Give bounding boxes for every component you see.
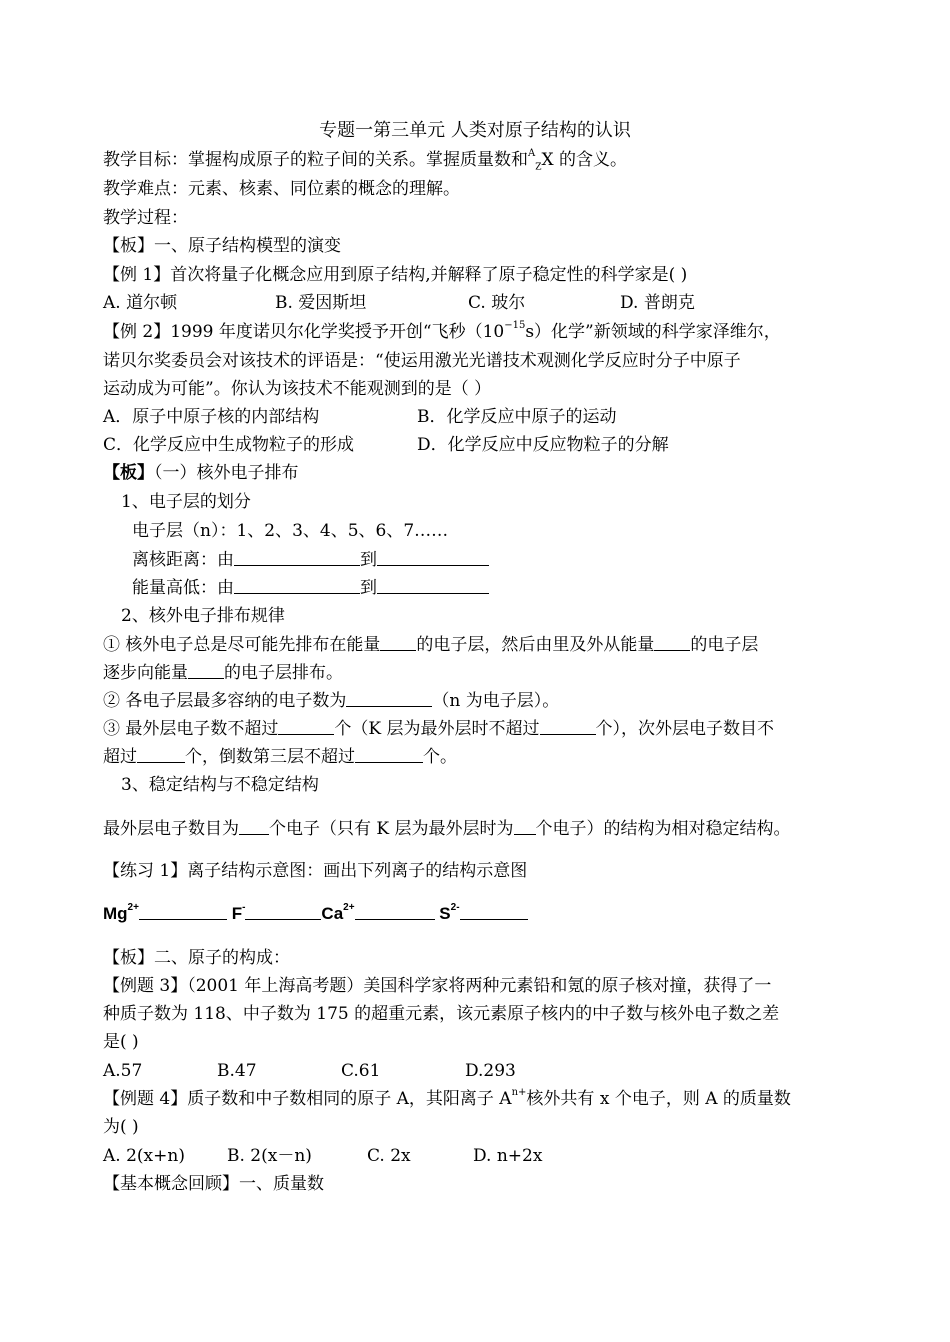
stable-structure-line: 最外层电子数目为 个电子（只有 K 层为最外层时为 个电子）的结构为相对稳定结构。: [103, 819, 791, 839]
example-3-line-1: 【例题 3】（2001 年上海高考题）美国科学家将两种元素铅和氪的原子核对撞，获得了一: [103, 976, 772, 996]
concept-review-heading: 【基本概念回顾】一、质量数: [103, 1174, 324, 1194]
option-c: C．化学反应中生成物粒子的形成: [103, 435, 355, 455]
blank: [377, 551, 489, 566]
option-d: D. n+2x: [473, 1146, 543, 1166]
ion-list: $Mg^{2+}$ F- $Ca^{2+}$ $S^{2-}$: [103, 903, 528, 925]
section-2-heading: 2、核外电子排布规律: [121, 606, 285, 626]
option-c: C.61: [341, 1061, 381, 1081]
example-3-line-3: 是( ): [103, 1032, 139, 1052]
example-2-options-row-1: [103, 406, 617, 428]
blank: [355, 748, 423, 763]
option-c: C. 玻尔: [468, 293, 526, 313]
blank: [139, 905, 227, 920]
option-b: B．化学反应中原子的运动: [417, 407, 617, 427]
example-3-line-2: 种质子数为 118、中子数为 175 的超重元素，该元素原子核内的中子数与核外电子数之差: [103, 1004, 780, 1024]
example-4-options: [103, 1145, 542, 1167]
blank: [514, 820, 536, 835]
blank: [654, 636, 690, 651]
practice-1: 【练习 1】离子结构示意图：画出下列离子的结构示意图: [103, 861, 528, 881]
example-1-question: 【例 1】首次将量子化概念应用到原子结构,并解释了原子稳定性的科学家是( ): [103, 265, 688, 285]
board-heading-3: 【板】二、原子的构成：: [103, 948, 290, 968]
teaching-process: 教学过程：: [103, 208, 188, 228]
example-2-line-2: 诺贝尔奖委员会对该技术的评语是：“使运用激光光谱技术观测化学反应时分子中原子: [103, 351, 741, 371]
rule-1-line-2: 逐步向能量 的电子层排布。: [103, 663, 343, 683]
board-heading-2: 【板】（一）核外电子排布: [103, 463, 299, 483]
rule-1-line-1: ① 核外电子总是尽可能先排布在能量 的电子层，然后由里及外从能量 的电子层: [103, 635, 759, 655]
teaching-objective: 教学目标：掌握构成原子的粒子间的关系。掌握质量数和$^A_Z$X 的含义。: [103, 148, 628, 173]
example-2-line-1: 【例 2】1999 年度诺贝尔化学奖授予开创“飞秒$(10^{-15}s)$化学”新领域的科学家泽维尔，: [103, 320, 781, 342]
blank: [346, 692, 432, 707]
example-4-line-1: 【例题 4】质子数和中子数相同的原子 A，其阳离子 $A^{n+}$核外共有 x 个电子，则 A 的质量数: [103, 1087, 791, 1109]
example-1-options: [103, 292, 695, 314]
blank: [540, 720, 596, 735]
blank: [278, 720, 334, 735]
option-d: D. 普朗克: [620, 293, 695, 313]
section-1-heading: 1、电子层的划分: [121, 492, 251, 512]
page-title: 专题一第三单元 人类对原子结构的认识: [319, 120, 631, 141]
blank: [234, 551, 360, 566]
option-a: A.57: [103, 1061, 143, 1081]
distance-line: 离核距离：由 到: [132, 549, 489, 571]
option-b: B.47: [217, 1061, 257, 1081]
example-3-options: [103, 1060, 516, 1082]
option-a: A. 2(x+n): [103, 1146, 185, 1166]
example-2-options-row-2: [103, 434, 669, 456]
blank: [239, 820, 269, 835]
blank: [188, 664, 224, 679]
energy-line: 能量高低：由 到: [132, 577, 489, 599]
board-heading-1: 【板】一、原子结构模型的演变: [103, 236, 341, 256]
example-2-line-3: 运动成为可能”。你认为该技术不能观测到的是（ ）: [103, 379, 492, 399]
blank: [355, 905, 435, 920]
example-4-line-2: 为( ): [103, 1117, 139, 1137]
blank: [234, 579, 360, 594]
blank: [245, 905, 321, 920]
rule-3-line-1: ③ 最外层电子数不超过 个（K 层为最外层时不超过 个），次外层电子数目不: [103, 719, 775, 739]
rule-3-line-2: 超过 个，倒数第三层不超过 个。: [103, 747, 457, 767]
blank: [380, 636, 416, 651]
option-b: B. 爱因斯坦: [275, 293, 367, 313]
section-3-heading: 3、稳定结构与不稳定结构: [121, 775, 319, 795]
rule-2-line: ② 各电子层最多容纳的电子数为 （n 为电子层）。: [103, 691, 560, 711]
option-a: A．原子中原子核的内部结构: [103, 407, 320, 427]
option-d: D．化学反应中反应物粒子的分解: [417, 435, 669, 455]
blank: [377, 579, 489, 594]
electron-layer-line: 电子层（n）：1、2、3、4、5、6、7……: [132, 521, 449, 541]
option-c: C. 2x: [367, 1146, 411, 1166]
option-d: D.293: [465, 1061, 516, 1081]
option-a: A. 道尔顿: [103, 293, 178, 313]
option-b: B. 2(x－n): [227, 1146, 312, 1166]
teaching-difficulty: 教学难点：元素、核素、同位素的概念的理解。: [103, 179, 460, 199]
blank: [460, 905, 528, 920]
blank: [137, 748, 185, 763]
